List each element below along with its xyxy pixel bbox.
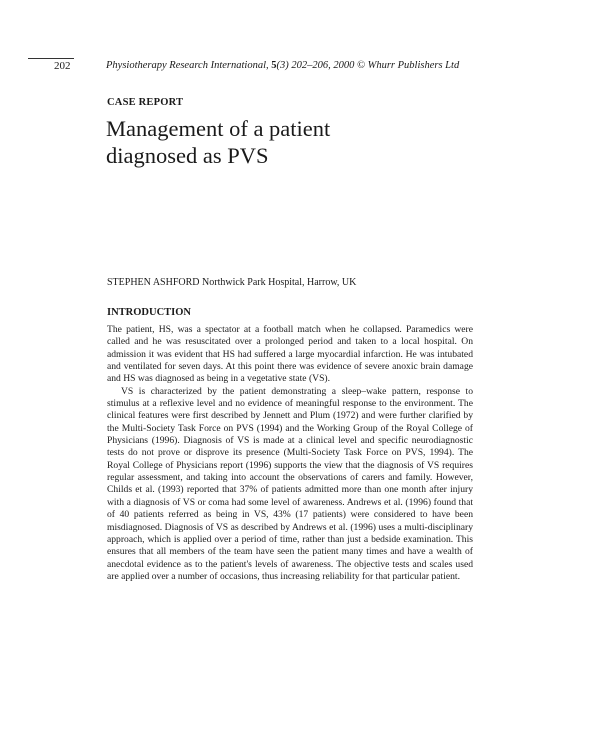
- header-rule: [28, 58, 74, 59]
- paragraph: VS is characterized by the patient demonstrating a sleep–wake pattern, response to stimulus at a reflexive level and no evidence of meaningful response to the environment. The clinical features were first described by Jennett and Plum (1972) and were further clarified by the Multi-Society Task Force on PVS (1994) and the Working Group of the Royal College of Physicians (1996). Diagnosis of VS is made at a clinical level and specific neurodiagnostic tests do not prove or disprove its presence (Multi-Society Task Force on PVS, 1994). The Royal College of Physicians report (1996) supports the view that the diagnosis of VS requires regular assessment, and taking into account the observations of carers and family. However, Childs et al. (1993) reported that 37% of patients admitted more than one month after injury with a diagnosis of VS or coma had some level of awareness. Andrews et al. (1996) found that of 40 patients referred as being in VS, 43% (17 patients) were considered to have been misdiagnosed. Diagnosis of VS as described by Andrews et al. (1996) uses a multi-disciplinary approach, which is applied over a period of time, rather than just a bedside examination. This ensures that all members of the team have seen the patient many times and have a wealth of anecdotal evidence as to the patient's levels of awareness. The objective tests and scales used are applied over a number of occasions, thus increasing reliability for that particular patient.: [107, 385, 473, 582]
- author-affiliation: Northwick Park Hospital, Harrow, UK: [202, 277, 357, 288]
- page-number: 202: [54, 60, 71, 72]
- section-heading: INTRODUCTION: [107, 307, 192, 318]
- journal-volume: 5: [271, 60, 277, 71]
- article-type: CASE REPORT: [107, 97, 184, 108]
- title-line-2: diagnosed as PVS: [106, 143, 269, 168]
- paragraph: The patient, HS, was a spectator at a football match when he collapsed. Paramedics were called and he was resuscitated over a prolonged period and taken to a local hospital. On admission it was evident that HS had suffered a large myocardial infarction. He was intubated and ventilated for seven days. At this point there was evidence of severe anoxic brain damage and HS was diagnosed as being in a vegetative state (VS).: [107, 324, 473, 385]
- byline: [107, 277, 356, 288]
- title-line-1: Management of a patient: [106, 116, 331, 141]
- body-text: [107, 324, 473, 583]
- article-title: [106, 115, 526, 169]
- journal-issue: (3) 202–206, 2000 © Whurr Publishers Ltd: [276, 60, 460, 71]
- author-name: STEPHEN ASHFORD: [107, 277, 200, 288]
- journal-name: Physiotherapy Research International,: [106, 60, 269, 71]
- running-header: [106, 60, 459, 71]
